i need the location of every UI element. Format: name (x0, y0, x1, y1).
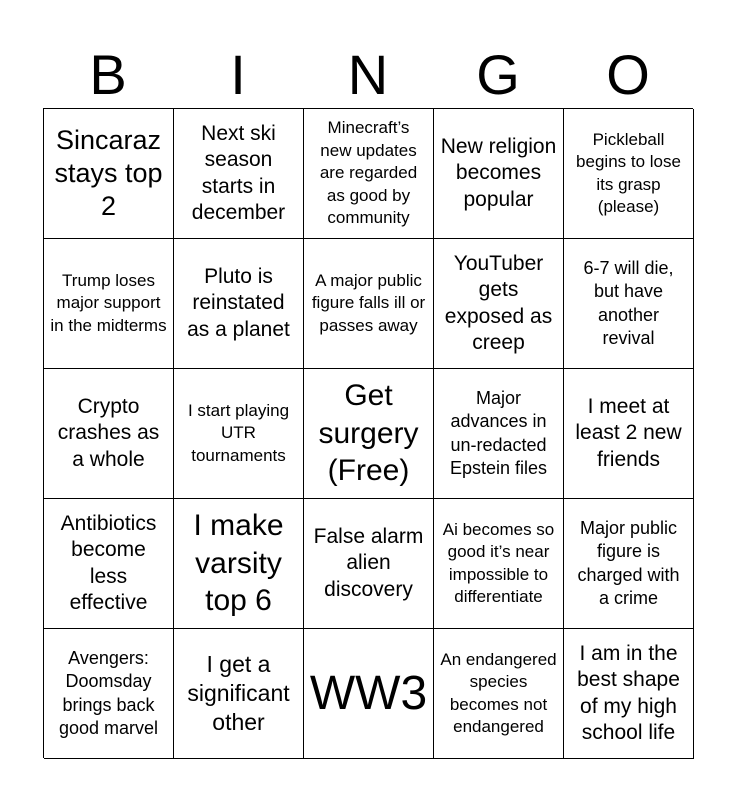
cell-text: An endangered species becomes not endangered (440, 649, 557, 736)
bingo-cell[interactable] (174, 629, 304, 759)
bingo-cell[interactable] (564, 629, 694, 759)
cell-text: WW3 (309, 666, 428, 720)
cell-text: I am in the best shape of my high school life (577, 642, 680, 744)
bingo-header (43, 44, 693, 106)
cell-text: New religion becomes popular (440, 135, 557, 211)
cell-text: I meet at least 2 new friends (575, 395, 682, 471)
cell-text: Trump loses major support in the midterms (50, 270, 167, 335)
cell-text: Next ski season starts in december (191, 122, 286, 224)
bingo-cell[interactable] (564, 109, 694, 239)
cell-text: I start playing UTR tournaments (187, 400, 290, 465)
header-letter-b: B (89, 43, 127, 106)
bingo-cell[interactable] (174, 239, 304, 369)
bingo-cell[interactable] (564, 239, 694, 369)
cell-text: Sincaraz stays top 2 (54, 125, 163, 221)
cell-text: Crypto crashes as a whole (57, 395, 160, 471)
bingo-cell[interactable] (304, 369, 434, 499)
header-letter-g: G (476, 43, 520, 106)
bingo-cell[interactable] (44, 499, 174, 629)
header-letter-n: N (347, 43, 389, 106)
bingo-cell[interactable] (304, 499, 434, 629)
cell-text: I get a significant other (187, 651, 290, 735)
bingo-board (43, 108, 693, 758)
bingo-cell[interactable] (44, 629, 174, 759)
cell-text: Get surgery (Free) (318, 379, 419, 488)
header-letter-i: I (230, 43, 246, 106)
cell-text: 6-7 will die, but have another revival (583, 258, 674, 348)
cell-text: Major advances in un-redacted Epstein files (449, 388, 548, 478)
bingo-cell[interactable] (434, 629, 564, 759)
bingo-cell[interactable] (434, 499, 564, 629)
cell-text: A major public figure falls ill or passes away (311, 270, 426, 335)
bingo-cell[interactable] (304, 629, 434, 759)
cell-text: YouTuber gets exposed as creep (444, 252, 553, 354)
cell-text: Pluto is reinstated as a planet (187, 265, 290, 341)
bingo-cell[interactable] (174, 369, 304, 499)
cell-text: Major public figure is charged with a crime (577, 518, 680, 608)
bingo-cell[interactable] (174, 109, 304, 239)
cell-text: I make varsity top 6 (193, 509, 284, 618)
header-letter-o: O (606, 43, 650, 106)
bingo-cell[interactable] (434, 369, 564, 499)
cell-text: Pickleball begins to lose its grasp (please) (576, 129, 681, 216)
cell-text: Antibiotics become less effective (60, 512, 157, 614)
bingo-cell[interactable] (44, 369, 174, 499)
bingo-cell[interactable] (174, 499, 304, 629)
bingo-cell[interactable] (304, 109, 434, 239)
cell-text: False alarm alien discovery (313, 525, 424, 601)
bingo-cell[interactable] (434, 239, 564, 369)
bingo-cell[interactable] (434, 109, 564, 239)
bingo-cell[interactable] (564, 369, 694, 499)
bingo-cell[interactable] (44, 109, 174, 239)
bingo-cell[interactable] (564, 499, 694, 629)
cell-text: Ai becomes so good it’s near impossible to differentiate (442, 519, 555, 606)
cell-text: Minecraft’s new updates are regarded as good by community (319, 118, 418, 228)
bingo-cell[interactable] (44, 239, 174, 369)
cell-text: Avengers: Doomsday brings back good marvel (58, 648, 159, 738)
bingo-cell[interactable] (304, 239, 434, 369)
